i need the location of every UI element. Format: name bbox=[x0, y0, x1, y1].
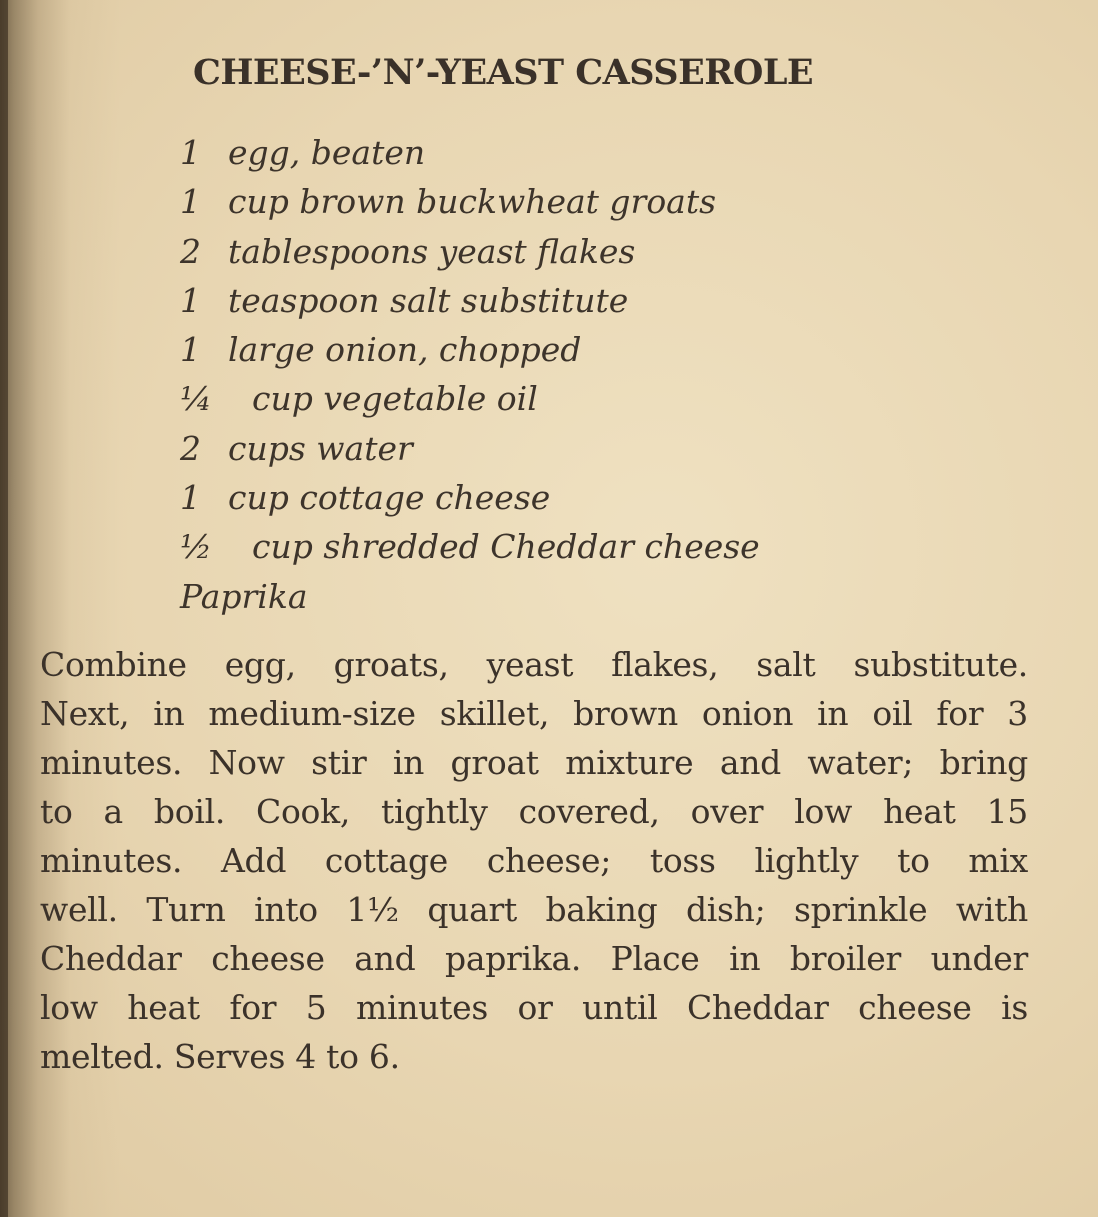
ingredient-quantity: 1 bbox=[180, 478, 201, 518]
ingredient-item bbox=[180, 276, 760, 325]
ingredient-quantity: 2 bbox=[180, 231, 201, 271]
ingredient-item bbox=[180, 128, 760, 177]
ingredient-quantity: 1 bbox=[180, 280, 201, 320]
directions-line: Combine egg, groats, yeast flakes, salt substitute. bbox=[40, 645, 1028, 684]
ingredient-name: Paprika bbox=[180, 576, 308, 616]
directions-line: Cheddar cheese and paprika. Place in broiler under bbox=[40, 939, 1028, 978]
ingredient-item bbox=[180, 572, 760, 621]
ingredient-name: large onion, chopped bbox=[228, 330, 582, 370]
ingredient-item bbox=[180, 227, 760, 276]
ingredient-item bbox=[180, 522, 760, 571]
recipe-directions bbox=[40, 640, 1028, 1081]
ingredient-name: cup cottage cheese bbox=[228, 478, 551, 518]
ingredient-item bbox=[180, 177, 760, 226]
directions-line: minutes. Add cottage cheese; toss lightly to mix bbox=[40, 841, 1028, 880]
directions-line: minutes. Now stir in groat mixture and water; bring bbox=[40, 743, 1028, 782]
directions-line: Next, in medium-size skillet, brown onion in oil for 3 bbox=[40, 694, 1028, 733]
ingredient-quantity: ½ bbox=[180, 527, 212, 567]
ingredients-list bbox=[180, 128, 760, 621]
ingredient-quantity: 1 bbox=[180, 330, 201, 370]
ingredient-name: cup vegetable oil bbox=[252, 379, 538, 419]
directions-line: to a boil. Cook, tightly covered, over low heat 15 bbox=[40, 792, 1028, 831]
ingredient-name: teaspoon salt substitute bbox=[228, 280, 629, 320]
book-spine-shadow bbox=[0, 0, 8, 1217]
ingredient-quantity: 1 bbox=[180, 182, 201, 222]
ingredient-item bbox=[180, 473, 760, 522]
ingredient-item bbox=[180, 424, 760, 473]
directions-line: well. Turn into 1½ quart baking dish; sprinkle with bbox=[40, 890, 1028, 929]
ingredient-name: cup shredded Cheddar cheese bbox=[252, 527, 760, 567]
directions-line: melted. Serves 4 to 6. bbox=[40, 1037, 400, 1076]
ingredient-item bbox=[180, 325, 760, 374]
ingredient-name: cups water bbox=[228, 428, 413, 468]
ingredient-quantity: 2 bbox=[180, 428, 201, 468]
ingredient-quantity: ¼ bbox=[180, 379, 212, 419]
ingredient-item bbox=[180, 374, 760, 423]
recipe-title: CHEESE-’N’-YEAST CASSEROLE bbox=[193, 52, 814, 93]
ingredient-name: cup brown buckwheat groats bbox=[228, 182, 717, 222]
ingredient-quantity: 1 bbox=[180, 133, 201, 172]
ingredient-name: tablespoons yeast flakes bbox=[228, 231, 636, 271]
directions-line: low heat for 5 minutes or until Cheddar cheese is bbox=[40, 988, 1028, 1027]
ingredient-name: egg, beaten bbox=[228, 133, 426, 172]
